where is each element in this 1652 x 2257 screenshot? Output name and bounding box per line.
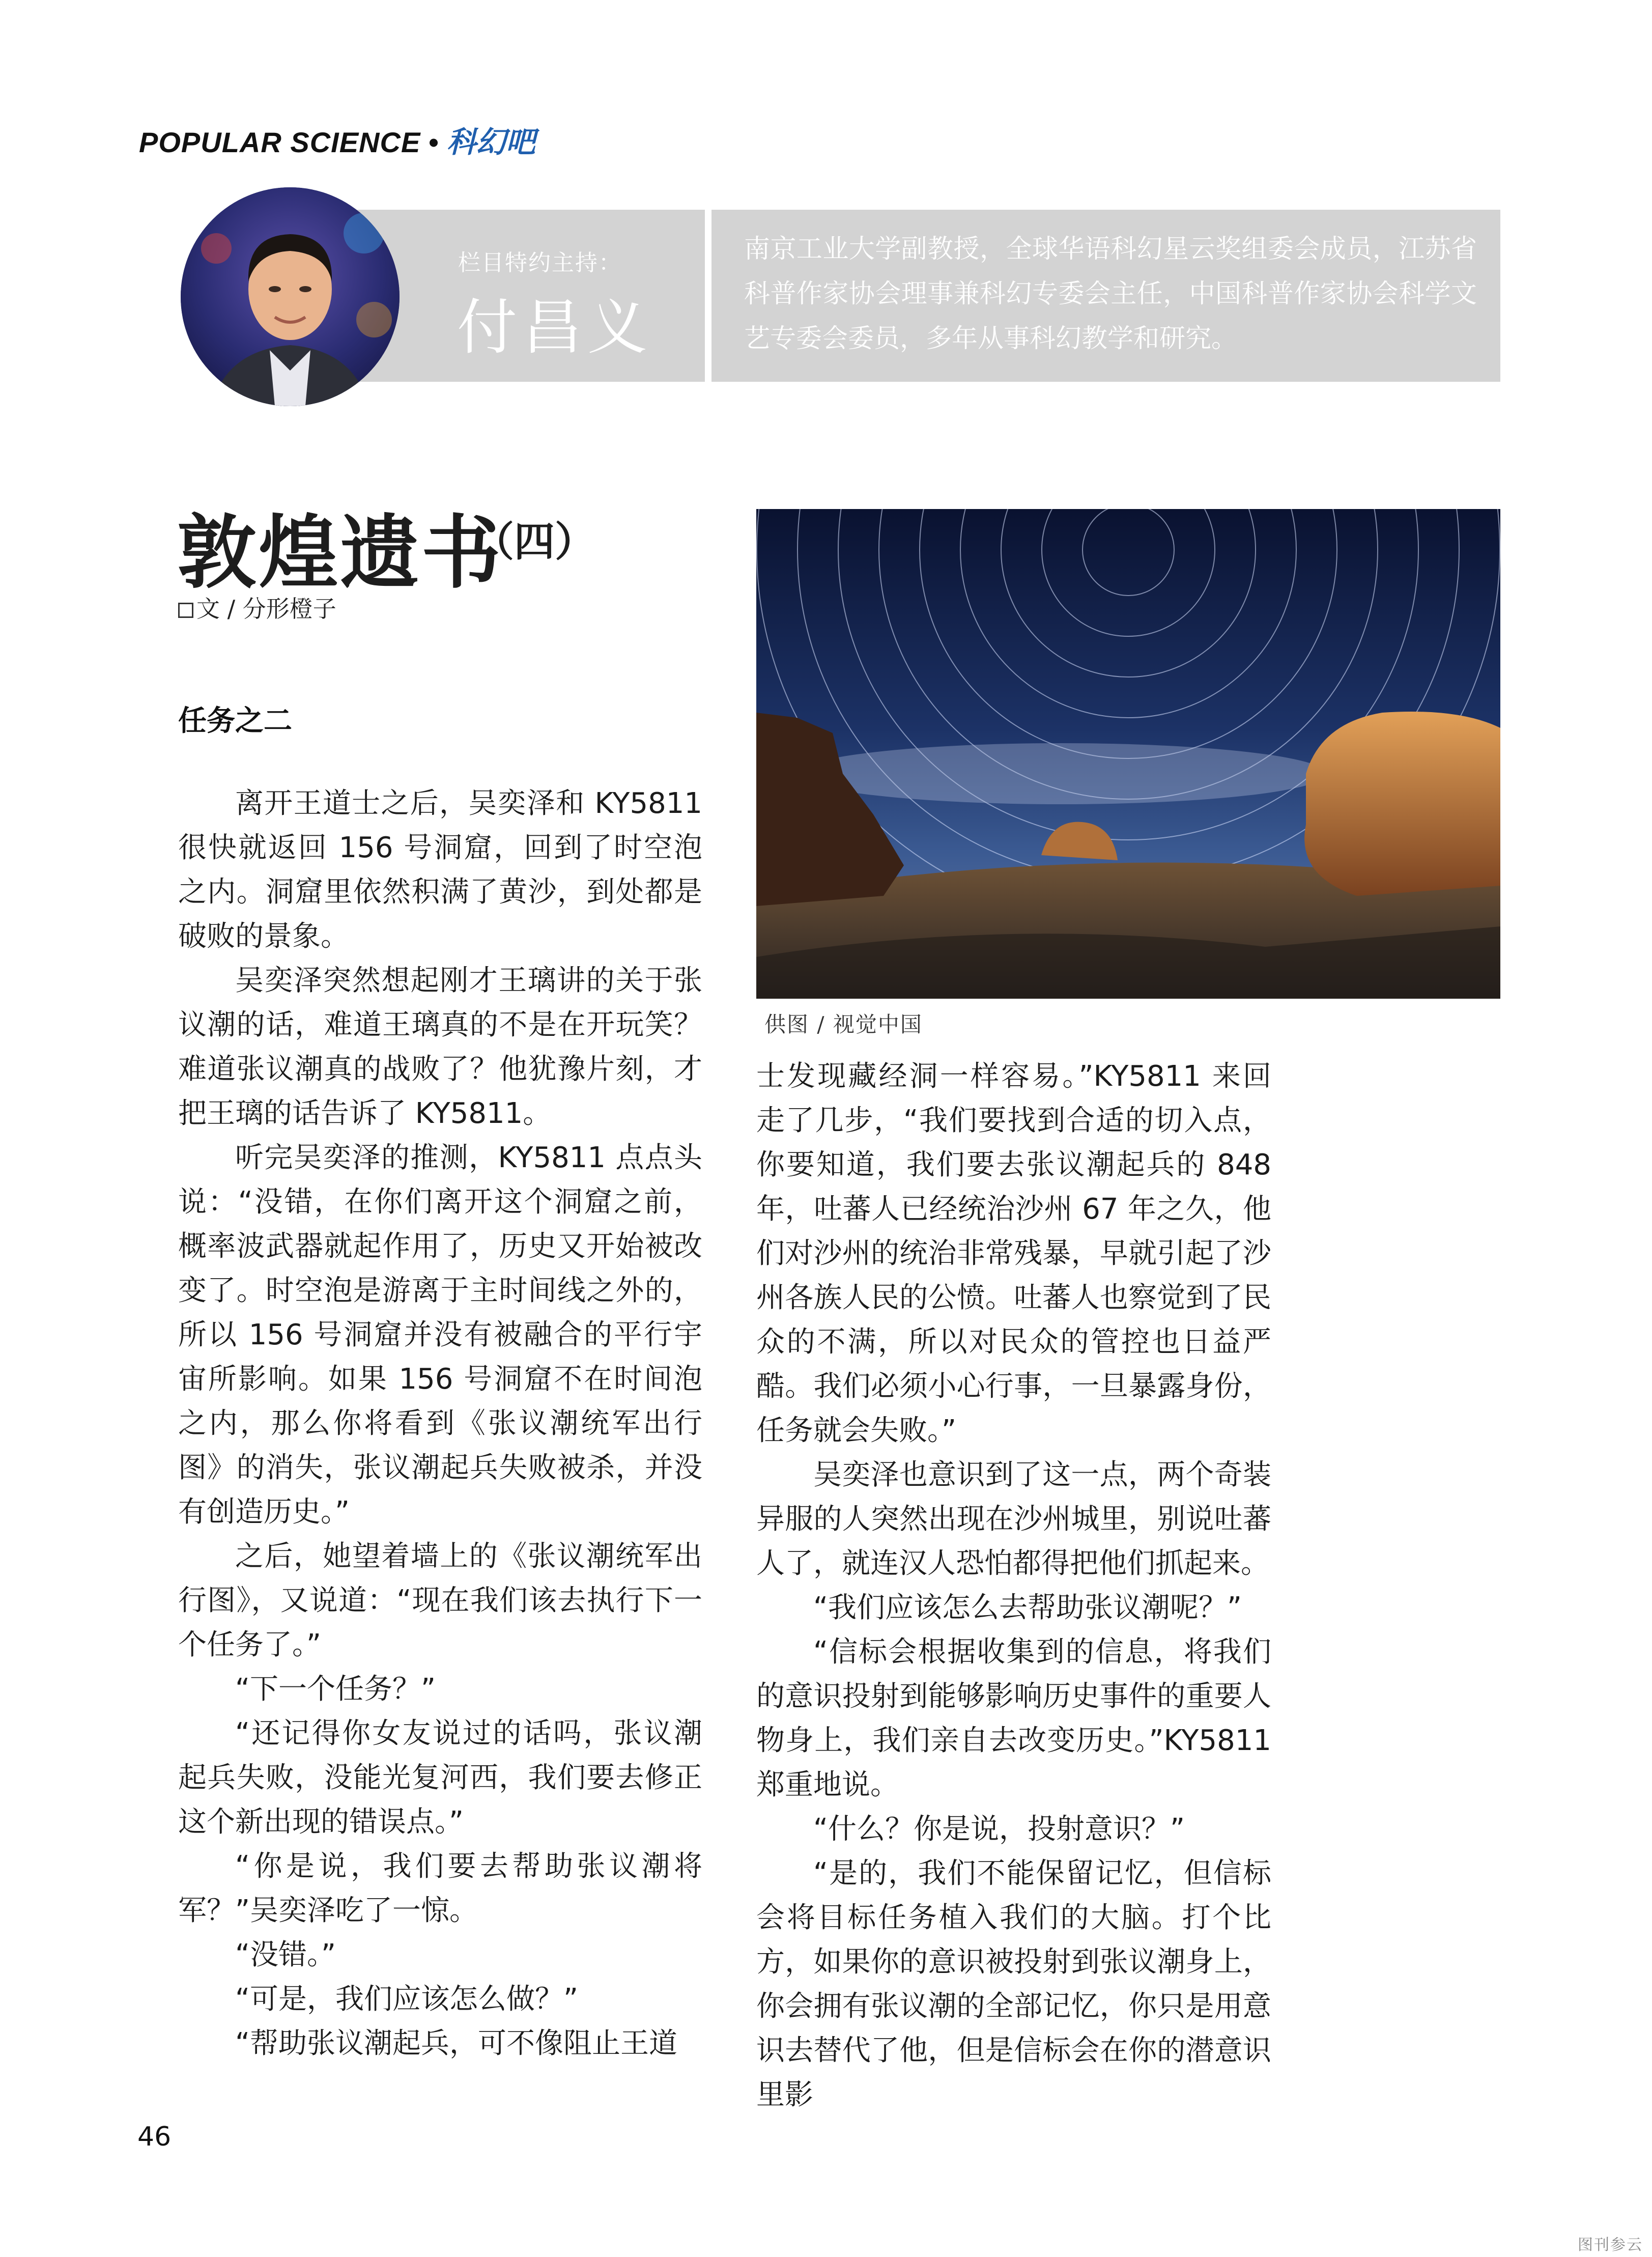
paragraph: “没错。” xyxy=(235,1938,336,1971)
paragraph: “信标会根据收集到的信息，将我们的意识投射到能够影响历史事件的重要人物身上，我们亲自去改变历史。”KY5811 郑重地说。 xyxy=(756,1635,1271,1801)
paragraph-continued: 士发现藏经洞一样容易。”KY5811 来回走了几步，“我们要找到合适的切入点，你要知道，我们要去张议潮起兵的 848 年，吐蕃人已经统治沙州 67 年之久，他们对沙州的统治非常残暴，早就引起了沙州各族人民的公愤。吐蕃人也察觉到了民众的不满，所以对民众的管控也日益严酷。我们必须小心行事，一旦暴露身份，任务就会失败。” xyxy=(756,1060,1271,1447)
header-separator: • xyxy=(429,126,439,158)
host-label: 栏目特约主持： xyxy=(458,250,622,276)
square-icon xyxy=(178,603,193,618)
host-portrait-image xyxy=(181,187,400,406)
paragraph: 吴奕泽突然想起刚才王璃讲的关于张议潮的话，难道王璃真的不是在开玩笑？难道张议潮真的战败了？他犹豫片刻，才把王璃的话告诉了 KY5811。 xyxy=(178,964,702,1130)
page-number: 46 xyxy=(137,2122,172,2152)
star-trail-desert-image xyxy=(756,509,1500,999)
column-header-cn: 科幻吧 xyxy=(446,125,535,159)
publisher-watermark: 图刊参云 xyxy=(1578,2236,1643,2254)
article-column-right xyxy=(756,1054,1271,2117)
host-avatar xyxy=(181,187,400,406)
paragraph: “什么？你是说，投射意识？” xyxy=(813,1813,1185,1846)
article-title: 敦煌遗书 xyxy=(177,506,503,599)
paragraph: 离开王道士之后，吴奕泽和 KY5811 很快就返回 156 号洞窟，回到了时空泡之内。洞窟里依然积满了黄沙，到处都是破败的景象。 xyxy=(178,787,702,953)
paragraph: 吴奕泽也意识到了这一点，两个奇装异服的人突然出现在沙州城里，别说吐蕃人了，就连汉人恐怕都得把他们抓起来。 xyxy=(756,1458,1271,1580)
host-name: 付昌义 xyxy=(457,292,653,362)
paragraph: “是的，我们不能保留记忆，但信标会将目标任务植入我们的大脑。打个比方，如果你的意识被投射到张议潮身上，你会拥有张议潮的全部记忆，你只是用意识去替代了他，但是信标会在你的潜意识里影 xyxy=(756,1857,1271,2111)
host-bio: 南京工业大学副教授，全球华语科幻星云奖组委会成员，江苏省科普作家协会理事兼科幻专委会主任，中国科普作家协会科学文艺专委会委员，多年从事科幻教学和研究。 xyxy=(744,234,1477,354)
paragraph: 听完吴奕泽的推测，KY5811 点点头说：“没错，在你们离开这个洞窟之前，概率波武器就起作用了，历史又开始被改变了。时空泡是游离于主时间线之外的，所以 156 号洞窟并没有被融合的平行宇宙所影响。如果 156 号洞窟不在时间泡之内，那么你将看到《张议潮统军出行图》的消失，张议潮起兵失败被杀，并没有创造历史。” xyxy=(178,1141,702,1529)
byline-text: 文 / 分形橙子 xyxy=(196,595,336,623)
section-heading: 任务之二 xyxy=(178,704,292,738)
article-photo xyxy=(756,509,1500,999)
paragraph: “还记得你女友说过的话吗，张议潮起兵失败，没能光复河西，我们要去修正这个新出现的错误点。” xyxy=(178,1717,702,1839)
article-title-part: （四） xyxy=(473,518,595,566)
column-header-en: POPULAR SCIENCE xyxy=(139,126,421,158)
column-header xyxy=(139,118,535,164)
paragraph: “下一个任务？” xyxy=(235,1673,436,1706)
paragraph: “帮助张议潮起兵，可不像阻止王道 xyxy=(235,2027,678,2060)
paragraph: “我们应该怎么去帮助张议潮呢？” xyxy=(813,1591,1242,1624)
paragraph: “可是，我们应该怎么做？” xyxy=(235,1983,579,2016)
article-byline xyxy=(178,590,336,624)
photo-caption: 供图 / 视觉中国 xyxy=(764,1012,923,1037)
article-column-left xyxy=(178,781,702,2066)
paragraph: “你是说，我们要去帮助张议潮将军？”吴奕泽吃了一惊。 xyxy=(178,1850,702,1927)
paragraph: 之后，她望着墙上的《张议潮统军出行图》，又说道：“现在我们该去执行下一个任务了。” xyxy=(178,1540,702,1661)
